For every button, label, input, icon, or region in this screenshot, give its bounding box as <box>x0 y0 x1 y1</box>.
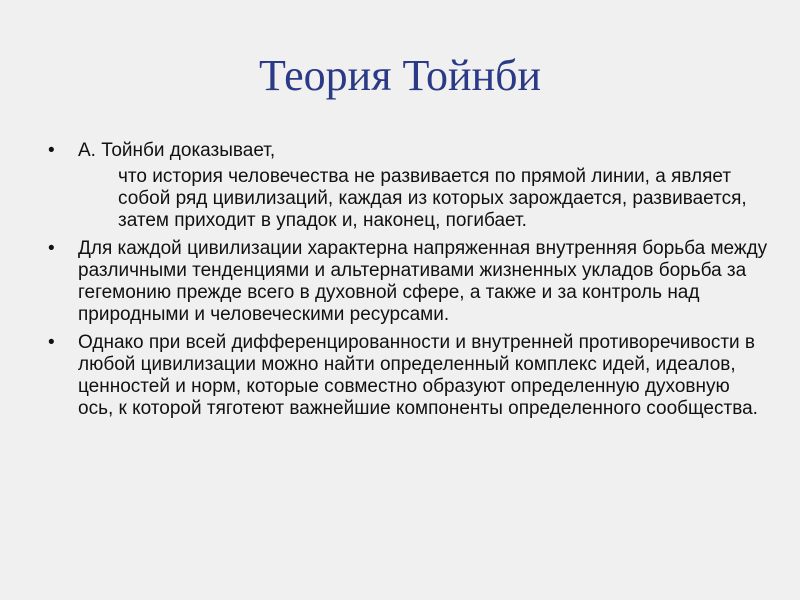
bullet-text: Для каждой цивилизации характерна напряженная внутренняя борьба между различными тенденциями и альтернативами жизненных укладов борьба за гегемонию прежде всего в духовной сфере, а также и за контроль над природными и человеческими ресурсами. <box>78 238 768 325</box>
bullet-continuation-text: что история человечества не развивается по прямой линии, а являет собой ряд цивилизаций, каждая из которых зарождается, развивается, затем приходит в упадок и, наконец, погибает. <box>118 166 747 231</box>
bullet-text: Однако при всей дифференцированности и внутренней противоречивости в любой цивилизации можно найти определенный комплекс идей, идеалов, ценностей и норм, которые совместно образуют определенную духовную ось, к которой тяготеют важнейшие компоненты определенного сообщества. <box>78 332 758 419</box>
bullet-icon: • <box>48 332 55 353</box>
bullet-item-3 <box>48 332 768 420</box>
bullet-item-1 <box>48 140 768 232</box>
slide-title: Теория Тойнби <box>258 51 542 100</box>
bullet-text: А. Тойнби доказывает, <box>78 140 276 161</box>
bullet-icon: • <box>48 140 55 161</box>
bullet-icon: • <box>48 238 55 259</box>
bullet-item-2 <box>48 238 768 326</box>
slide-body <box>48 140 768 426</box>
